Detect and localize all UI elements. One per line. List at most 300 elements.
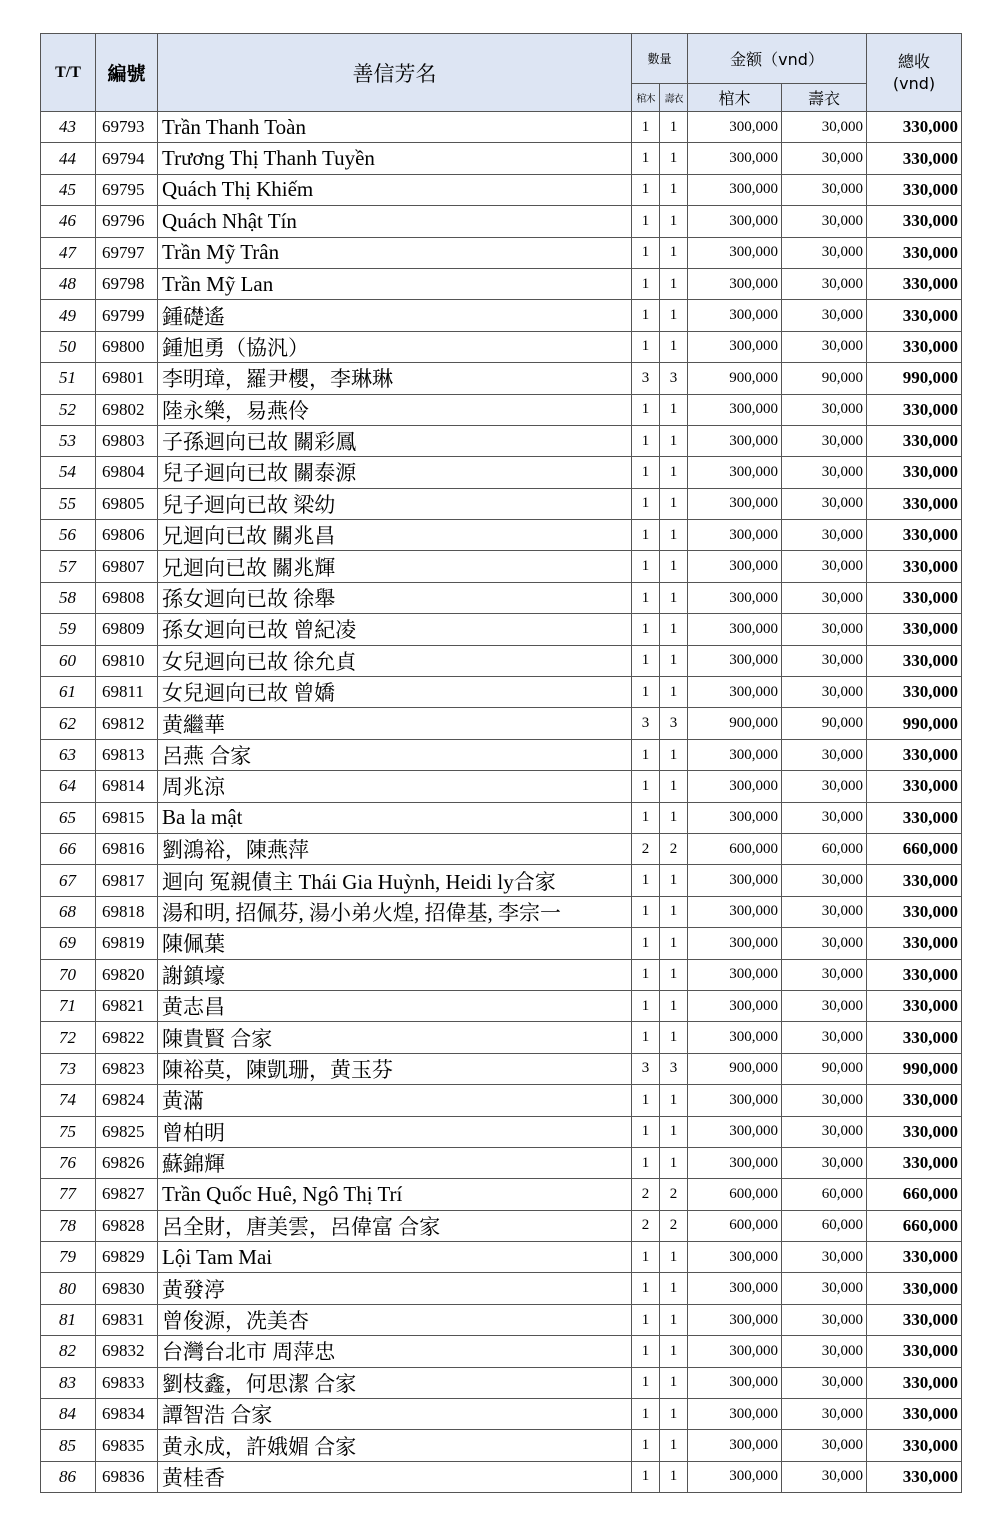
- row-amount-coffin: 900,000: [688, 1053, 782, 1084]
- row-amount-shroud: 30,000: [782, 1399, 867, 1430]
- table-row: [41, 1147, 962, 1178]
- row-amount-shroud: 30,000: [782, 614, 867, 645]
- row-qty-coffin: 1: [632, 739, 660, 770]
- row-number: 81: [41, 1304, 96, 1335]
- row-number: 47: [41, 237, 96, 268]
- row-number: 85: [41, 1430, 96, 1461]
- header-qty-shroud: 壽衣: [660, 84, 688, 112]
- row-total: 990,000: [867, 363, 962, 394]
- row-amount-shroud: 30,000: [782, 990, 867, 1021]
- row-qty-shroud: 2: [660, 1210, 688, 1241]
- row-number: 62: [41, 708, 96, 739]
- row-amount-shroud: 60,000: [782, 1179, 867, 1210]
- table-row: [41, 394, 962, 425]
- row-code: 69836: [96, 1461, 158, 1492]
- row-number: 70: [41, 959, 96, 990]
- row-qty-coffin: 1: [632, 1022, 660, 1053]
- row-code: 69797: [96, 237, 158, 268]
- table-row: [41, 645, 962, 676]
- row-amount-coffin: 300,000: [688, 1336, 782, 1367]
- row-total: 330,000: [867, 268, 962, 299]
- row-donor-name: 孫女迴向已故 曾紀凌: [158, 614, 632, 645]
- row-qty-shroud: 2: [660, 1179, 688, 1210]
- row-total: 330,000: [867, 1273, 962, 1304]
- table-row: [41, 268, 962, 299]
- row-total: 330,000: [867, 645, 962, 676]
- row-amount-coffin: 300,000: [688, 582, 782, 613]
- row-qty-coffin: 1: [632, 896, 660, 927]
- row-amount-shroud: 30,000: [782, 143, 867, 174]
- row-qty-shroud: 1: [660, 331, 688, 362]
- row-donor-name: 兄迴向已故 關兆輝: [158, 551, 632, 582]
- row-donor-name: 曾俊源，冼美杏: [158, 1304, 632, 1335]
- row-qty-coffin: 1: [632, 551, 660, 582]
- row-amount-shroud: 30,000: [782, 300, 867, 331]
- row-number: 57: [41, 551, 96, 582]
- table-row: [41, 990, 962, 1021]
- row-qty-shroud: 1: [660, 896, 688, 927]
- row-qty-coffin: 2: [632, 833, 660, 864]
- row-amount-coffin: 300,000: [688, 990, 782, 1021]
- row-qty-shroud: 1: [660, 771, 688, 802]
- row-amount-shroud: 30,000: [782, 896, 867, 927]
- row-total: 330,000: [867, 928, 962, 959]
- row-donor-name: 女兒迴向已故 曾嬌: [158, 677, 632, 708]
- row-qty-coffin: 1: [632, 237, 660, 268]
- row-qty-shroud: 3: [660, 708, 688, 739]
- row-code: 69804: [96, 457, 158, 488]
- row-qty-shroud: 1: [660, 1367, 688, 1398]
- row-number: 45: [41, 174, 96, 205]
- row-amount-shroud: 30,000: [782, 959, 867, 990]
- row-amount-coffin: 300,000: [688, 1430, 782, 1461]
- row-number: 83: [41, 1367, 96, 1398]
- row-qty-coffin: 2: [632, 1179, 660, 1210]
- row-amount-shroud: 30,000: [782, 1242, 867, 1273]
- row-number: 58: [41, 582, 96, 613]
- row-amount-coffin: 300,000: [688, 1147, 782, 1178]
- row-qty-shroud: 1: [660, 268, 688, 299]
- row-qty-coffin: 1: [632, 1399, 660, 1430]
- row-donor-name: 湯和明, 招佩芬, 湯小弟火煌, 招偉基, 李宗一: [158, 896, 632, 927]
- row-qty-coffin: 1: [632, 488, 660, 519]
- row-amount-coffin: 300,000: [688, 268, 782, 299]
- row-donor-name: 子孫迴向已故 關彩鳳: [158, 425, 632, 456]
- table-row: [41, 677, 962, 708]
- table-row: [41, 1367, 962, 1398]
- row-qty-shroud: 1: [660, 1022, 688, 1053]
- row-number: 46: [41, 206, 96, 237]
- row-qty-coffin: 1: [632, 1116, 660, 1147]
- row-code: 69794: [96, 143, 158, 174]
- row-donor-name: 黄滿: [158, 1085, 632, 1116]
- row-amount-coffin: 300,000: [688, 739, 782, 770]
- row-qty-coffin: 1: [632, 1336, 660, 1367]
- row-number: 51: [41, 363, 96, 394]
- row-qty-coffin: 1: [632, 268, 660, 299]
- row-number: 66: [41, 833, 96, 864]
- row-code: 69803: [96, 425, 158, 456]
- row-amount-coffin: 300,000: [688, 1273, 782, 1304]
- row-number: 53: [41, 425, 96, 456]
- row-qty-shroud: 1: [660, 1085, 688, 1116]
- row-amount-coffin: 300,000: [688, 551, 782, 582]
- row-amount-coffin: 900,000: [688, 708, 782, 739]
- row-number: 80: [41, 1273, 96, 1304]
- table-row: [41, 708, 962, 739]
- row-amount-coffin: 300,000: [688, 237, 782, 268]
- row-donor-name: 鍾礎遙: [158, 300, 632, 331]
- row-qty-shroud: 1: [660, 143, 688, 174]
- table-row: [41, 739, 962, 770]
- row-code: 69805: [96, 488, 158, 519]
- row-total: 330,000: [867, 174, 962, 205]
- table-row: [41, 1085, 962, 1116]
- table-row: [41, 1461, 962, 1492]
- row-qty-coffin: 1: [632, 520, 660, 551]
- row-amount-shroud: 30,000: [782, 1116, 867, 1147]
- row-qty-coffin: 1: [632, 174, 660, 205]
- row-code: 69821: [96, 990, 158, 1021]
- row-qty-coffin: 1: [632, 582, 660, 613]
- row-donor-name: 台灣台北市 周萍忠: [158, 1336, 632, 1367]
- row-total: 330,000: [867, 551, 962, 582]
- header-qty-coffin: 棺木: [632, 84, 660, 112]
- row-number: 50: [41, 331, 96, 362]
- row-code: 69796: [96, 206, 158, 237]
- row-code: 69810: [96, 645, 158, 676]
- row-code: 69830: [96, 1273, 158, 1304]
- row-code: 69825: [96, 1116, 158, 1147]
- row-total: 330,000: [867, 802, 962, 833]
- header-total-unit: (vnd): [892, 73, 936, 93]
- table-row: [41, 112, 962, 143]
- table-row: [41, 174, 962, 205]
- row-code: 69822: [96, 1022, 158, 1053]
- row-code: 69827: [96, 1179, 158, 1210]
- header-tt: T/T: [41, 34, 96, 112]
- row-amount-coffin: 300,000: [688, 677, 782, 708]
- row-total: 330,000: [867, 614, 962, 645]
- row-donor-name: Trần Quốc Huê, Ngô Thị Trí: [158, 1179, 632, 1210]
- row-qty-shroud: 1: [660, 551, 688, 582]
- row-number: 78: [41, 1210, 96, 1241]
- row-amount-shroud: 30,000: [782, 1304, 867, 1335]
- row-amount-shroud: 30,000: [782, 677, 867, 708]
- row-total: 660,000: [867, 1179, 962, 1210]
- row-qty-shroud: 1: [660, 520, 688, 551]
- row-qty-coffin: 1: [632, 331, 660, 362]
- row-amount-coffin: 300,000: [688, 331, 782, 362]
- row-qty-shroud: 1: [660, 237, 688, 268]
- row-code: 69814: [96, 771, 158, 802]
- row-qty-coffin: 1: [632, 802, 660, 833]
- row-total: 330,000: [867, 143, 962, 174]
- row-total: 660,000: [867, 833, 962, 864]
- row-number: 52: [41, 394, 96, 425]
- row-amount-coffin: 300,000: [688, 300, 782, 331]
- row-amount-coffin: 300,000: [688, 488, 782, 519]
- row-donor-name: 兒子迴向已故 梁幼: [158, 488, 632, 519]
- row-total: 330,000: [867, 112, 962, 143]
- row-qty-coffin: 3: [632, 363, 660, 394]
- row-number: 65: [41, 802, 96, 833]
- row-total: 330,000: [867, 896, 962, 927]
- row-amount-shroud: 60,000: [782, 1210, 867, 1241]
- row-code: 69806: [96, 520, 158, 551]
- row-code: 69823: [96, 1053, 158, 1084]
- table-row: [41, 896, 962, 927]
- row-amount-coffin: 600,000: [688, 1210, 782, 1241]
- table-row: [41, 300, 962, 331]
- header-amt-coffin: 棺木: [688, 84, 782, 112]
- row-qty-shroud: 1: [660, 1399, 688, 1430]
- row-total: 330,000: [867, 1399, 962, 1430]
- table-row: [41, 928, 962, 959]
- row-qty-coffin: 1: [632, 1273, 660, 1304]
- row-number: 61: [41, 677, 96, 708]
- row-qty-coffin: 1: [632, 1242, 660, 1273]
- row-qty-coffin: 1: [632, 677, 660, 708]
- row-total: 330,000: [867, 959, 962, 990]
- row-qty-coffin: 1: [632, 614, 660, 645]
- table-row: [41, 1179, 962, 1210]
- row-number: 76: [41, 1147, 96, 1178]
- row-code: 69824: [96, 1085, 158, 1116]
- row-donor-name: 呂全財，唐美雲，呂偉富 合家: [158, 1210, 632, 1241]
- row-qty-coffin: 1: [632, 1147, 660, 1178]
- row-amount-shroud: 30,000: [782, 1022, 867, 1053]
- row-number: 72: [41, 1022, 96, 1053]
- row-amount-coffin: 300,000: [688, 206, 782, 237]
- row-number: 75: [41, 1116, 96, 1147]
- row-qty-coffin: 1: [632, 112, 660, 143]
- table-row: [41, 959, 962, 990]
- table-row: [41, 833, 962, 864]
- row-number: 44: [41, 143, 96, 174]
- table-row: [41, 425, 962, 456]
- table-row: [41, 802, 962, 833]
- row-amount-shroud: 30,000: [782, 1430, 867, 1461]
- row-qty-shroud: 1: [660, 488, 688, 519]
- row-amount-shroud: 30,000: [782, 206, 867, 237]
- row-total: 330,000: [867, 331, 962, 362]
- row-number: 69: [41, 928, 96, 959]
- row-number: 59: [41, 614, 96, 645]
- row-code: 69835: [96, 1430, 158, 1461]
- row-code: 69801: [96, 363, 158, 394]
- row-amount-shroud: 30,000: [782, 1147, 867, 1178]
- row-donor-name: 黄繼華: [158, 708, 632, 739]
- row-code: 69819: [96, 928, 158, 959]
- table-row: [41, 1116, 962, 1147]
- row-qty-shroud: 1: [660, 457, 688, 488]
- row-qty-coffin: 1: [632, 425, 660, 456]
- row-number: 71: [41, 990, 96, 1021]
- row-amount-shroud: 30,000: [782, 488, 867, 519]
- table-body: [41, 112, 962, 1493]
- header-quantity: 數量: [632, 34, 688, 84]
- row-number: 82: [41, 1336, 96, 1367]
- row-qty-coffin: 1: [632, 771, 660, 802]
- row-qty-coffin: 1: [632, 1085, 660, 1116]
- row-number: 49: [41, 300, 96, 331]
- row-donor-name: 劉枝鑫，何思潔 合家: [158, 1367, 632, 1398]
- table-row: [41, 582, 962, 613]
- table-row: [41, 1022, 962, 1053]
- row-amount-shroud: 30,000: [782, 865, 867, 896]
- row-number: 67: [41, 865, 96, 896]
- row-amount-coffin: 300,000: [688, 1367, 782, 1398]
- table-row: [41, 865, 962, 896]
- table-row: [41, 143, 962, 174]
- row-amount-coffin: 300,000: [688, 1242, 782, 1273]
- row-qty-shroud: 1: [660, 1242, 688, 1273]
- row-number: 68: [41, 896, 96, 927]
- row-total: 330,000: [867, 488, 962, 519]
- row-donor-name: 曾柏明: [158, 1116, 632, 1147]
- row-amount-coffin: 300,000: [688, 865, 782, 896]
- row-amount-coffin: 300,000: [688, 1461, 782, 1492]
- table-row: [41, 1304, 962, 1335]
- row-qty-shroud: 1: [660, 928, 688, 959]
- row-qty-shroud: 1: [660, 394, 688, 425]
- row-qty-coffin: 1: [632, 645, 660, 676]
- table-row: [41, 614, 962, 645]
- row-qty-shroud: 1: [660, 865, 688, 896]
- row-number: 79: [41, 1242, 96, 1273]
- row-total: 330,000: [867, 739, 962, 770]
- row-amount-coffin: 300,000: [688, 112, 782, 143]
- row-donor-name: 劉鴻裕，陳燕萍: [158, 833, 632, 864]
- row-code: 69826: [96, 1147, 158, 1178]
- row-qty-shroud: 1: [660, 1116, 688, 1147]
- row-total: 330,000: [867, 1147, 962, 1178]
- row-code: 69832: [96, 1336, 158, 1367]
- table-row: [41, 1210, 962, 1241]
- row-donor-name: 黄桂香: [158, 1461, 632, 1492]
- table-row: [41, 206, 962, 237]
- row-amount-coffin: 600,000: [688, 1179, 782, 1210]
- row-qty-shroud: 3: [660, 1053, 688, 1084]
- row-amount-coffin: 300,000: [688, 457, 782, 488]
- row-number: 84: [41, 1399, 96, 1430]
- row-donor-name: 陳貴賢 合家: [158, 1022, 632, 1053]
- row-total: 990,000: [867, 708, 962, 739]
- row-qty-shroud: 1: [660, 112, 688, 143]
- row-code: 69798: [96, 268, 158, 299]
- donation-table: [40, 33, 962, 1493]
- row-amount-shroud: 30,000: [782, 1273, 867, 1304]
- row-total: 330,000: [867, 677, 962, 708]
- row-qty-shroud: 1: [660, 174, 688, 205]
- row-code: 69811: [96, 677, 158, 708]
- row-qty-coffin: 1: [632, 206, 660, 237]
- row-amount-shroud: 30,000: [782, 1085, 867, 1116]
- table-row: [41, 331, 962, 362]
- row-donor-name: 兄迴向已故 關兆昌: [158, 520, 632, 551]
- row-donor-name: 李明璋，羅尹櫻，李琳琳: [158, 363, 632, 394]
- row-qty-coffin: 1: [632, 457, 660, 488]
- row-amount-coffin: 300,000: [688, 645, 782, 676]
- row-qty-shroud: 1: [660, 959, 688, 990]
- row-qty-shroud: 1: [660, 1461, 688, 1492]
- row-amount-coffin: 300,000: [688, 614, 782, 645]
- row-qty-coffin: 1: [632, 1461, 660, 1492]
- table-row: [41, 771, 962, 802]
- row-qty-coffin: 1: [632, 865, 660, 896]
- row-amount-shroud: 30,000: [782, 582, 867, 613]
- header-name: 善信芳名: [158, 34, 632, 112]
- row-qty-shroud: 1: [660, 739, 688, 770]
- row-number: 48: [41, 268, 96, 299]
- row-code: 69818: [96, 896, 158, 927]
- row-total: 330,000: [867, 1336, 962, 1367]
- row-amount-shroud: 30,000: [782, 457, 867, 488]
- row-code: 69802: [96, 394, 158, 425]
- row-amount-shroud: 30,000: [782, 268, 867, 299]
- row-code: 69829: [96, 1242, 158, 1273]
- row-total: 330,000: [867, 1116, 962, 1147]
- row-qty-shroud: 1: [660, 677, 688, 708]
- row-number: 64: [41, 771, 96, 802]
- row-qty-coffin: 1: [632, 928, 660, 959]
- row-donor-name: 迴向 冤親債主 Thái Gia Huỳnh, Heidi ly合家: [158, 865, 632, 896]
- row-number: 55: [41, 488, 96, 519]
- table-row: [41, 1273, 962, 1304]
- row-amount-shroud: 30,000: [782, 645, 867, 676]
- table-row: [41, 551, 962, 582]
- row-qty-coffin: 1: [632, 143, 660, 174]
- row-amount-coffin: 300,000: [688, 394, 782, 425]
- row-qty-shroud: 1: [660, 300, 688, 331]
- row-qty-coffin: 1: [632, 959, 660, 990]
- row-amount-coffin: 300,000: [688, 1399, 782, 1430]
- table-row: [41, 520, 962, 551]
- row-total: 330,000: [867, 457, 962, 488]
- row-amount-shroud: 30,000: [782, 237, 867, 268]
- table-row: [41, 488, 962, 519]
- row-donor-name: 謝鎮壕: [158, 959, 632, 990]
- row-qty-shroud: 1: [660, 614, 688, 645]
- header-amount: 金额（vnd）: [688, 34, 867, 84]
- row-total: 330,000: [867, 1022, 962, 1053]
- table-row: [41, 1399, 962, 1430]
- row-number: 77: [41, 1179, 96, 1210]
- row-number: 86: [41, 1461, 96, 1492]
- row-code: 69812: [96, 708, 158, 739]
- row-amount-shroud: 90,000: [782, 363, 867, 394]
- row-number: 56: [41, 520, 96, 551]
- row-code: 69808: [96, 582, 158, 613]
- row-qty-shroud: 1: [660, 206, 688, 237]
- header-total-label: 總收: [897, 51, 930, 71]
- row-amount-shroud: 90,000: [782, 708, 867, 739]
- row-amount-shroud: 30,000: [782, 1461, 867, 1492]
- table-header: [41, 34, 962, 112]
- row-amount-coffin: 300,000: [688, 520, 782, 551]
- row-amount-shroud: 60,000: [782, 833, 867, 864]
- row-amount-coffin: 300,000: [688, 771, 782, 802]
- row-number: 60: [41, 645, 96, 676]
- row-amount-coffin: 300,000: [688, 425, 782, 456]
- row-amount-shroud: 30,000: [782, 1367, 867, 1398]
- row-code: 69793: [96, 112, 158, 143]
- row-amount-coffin: 300,000: [688, 959, 782, 990]
- row-donor-name: Quách Nhật Tín: [158, 206, 632, 237]
- row-amount-shroud: 30,000: [782, 394, 867, 425]
- row-code: 69795: [96, 174, 158, 205]
